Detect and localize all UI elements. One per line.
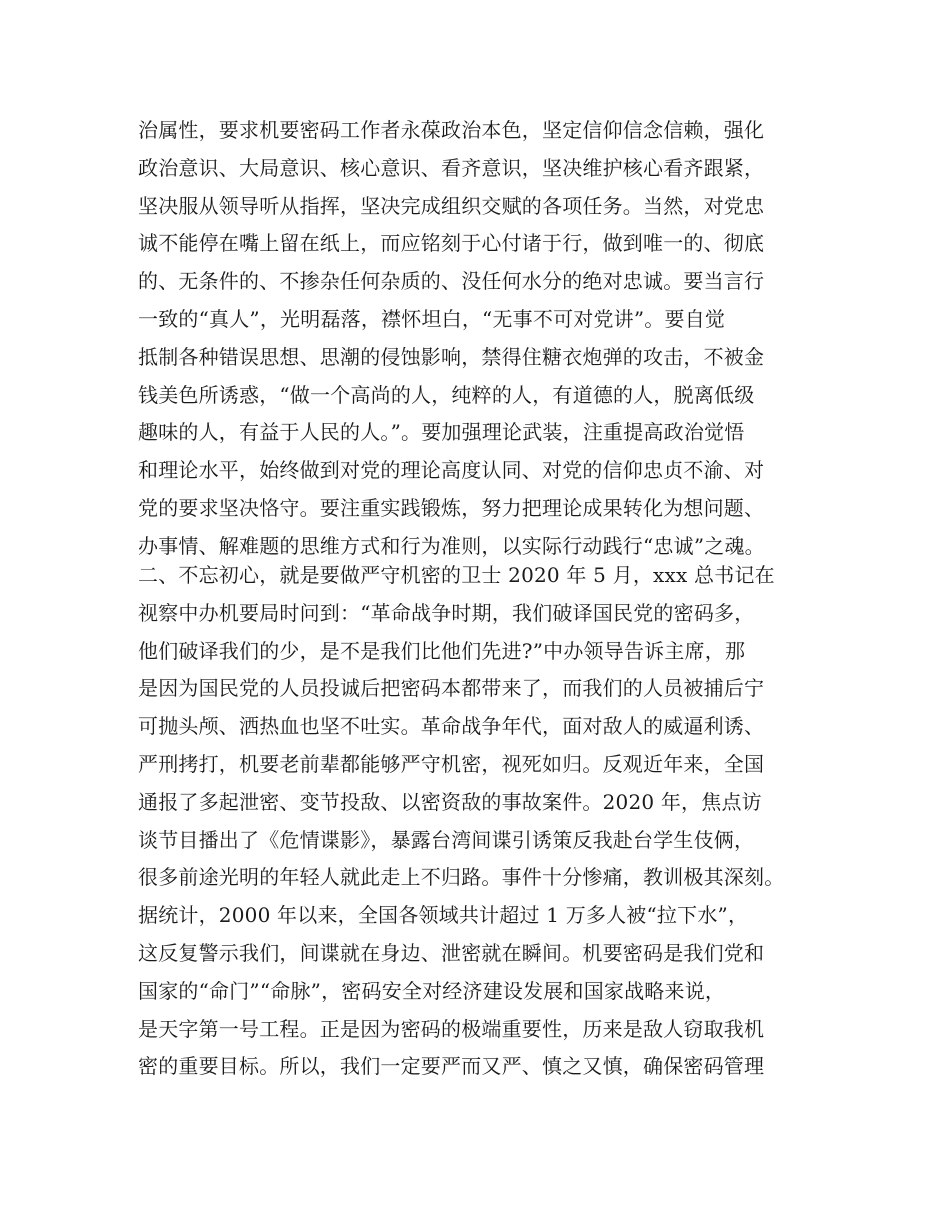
- text-line: 密的重要目标。所以，我们一定要严而又严、慎之又慎，确保密码管理: [138, 1054, 765, 1079]
- text-line: 视察中办机要局时问到：“革命战争时期，我们破译国民党的密码多，: [138, 600, 755, 625]
- paragraph-loyalty: [138, 112, 828, 566]
- text-line: 很多前途光明的年轻人就此走上不归路。事件十分惨痛，教训极其深刻。: [138, 865, 785, 890]
- text-line: 是天字第一号工程。正是因为密码的极端重要性，历来是敌人窃取我机: [138, 1016, 765, 1041]
- paragraph-secrecy: [138, 557, 828, 1086]
- text-line: 和理论水平，始终做到对党的理论高度认同、对党的信仰忠贞不渝、对: [138, 458, 765, 483]
- text-line: 据统计，2000 年以来，全国各领域共计超过 1 万多人被“拉下水”，: [138, 903, 749, 928]
- text-line: 钱美色所诱惑，“做一个高尚的人，纯粹的人，有道德的人，脱离低级: [138, 382, 755, 407]
- text-line: 诚不能停在嘴上留在纸上，而应铭刻于心付诸于行，做到唯一的、彻底: [138, 231, 765, 256]
- text-line: 趣味的人，有益于人民的人。”。要加强理论武装，注重提高政治觉悟: [138, 420, 745, 445]
- text-line: 办事情、解难题的思维方式和行为准则，以实际行动践行“忠诚”之魂。: [138, 533, 765, 558]
- text-line: 可抛头颅、洒热血也坚不吐实。革命战争年代，面对敌人的威逼利诱、: [138, 714, 765, 739]
- text-line: 国家的“命门”“命脉”，密码安全对经济建设发展和国家战略来说，: [138, 978, 726, 1003]
- text-line: 抵制各种错误思想、思潮的侵蚀影响，禁得住糖衣炮弹的攻击，不被金: [138, 344, 765, 369]
- text-line: 一致的“真人”，光明磊落，襟怀坦白，“无事不可对党讲”。要自觉: [138, 306, 726, 331]
- section-heading-line: 二、不忘初心，就是要做严守机密的卫士 2020 年 5 月，xxx 总书记在: [138, 563, 775, 587]
- text-line: 的、无条件的、不掺杂任何杂质的、没任何水分的绝对忠诚。要当言行: [138, 269, 765, 294]
- text-line: 谈节目播出了《危情谍影》，暴露台湾间谍引诱策反我赴台学生伎俩，: [138, 827, 755, 852]
- text-line: 他们破译我们的少，是不是我们比他们先进?”中办领导告诉主席，那: [138, 638, 746, 663]
- text-line: 治属性，要求机要密码工作者永葆政治本色，坚定信仰信念信赖，强化: [138, 118, 765, 142]
- text-line: 这反复警示我们，间谍就在身边、泄密就在瞬间。机要密码是我们党和: [138, 940, 765, 965]
- text-line: 政治意识、大局意识、核心意识、看齐意识，坚决维护核心看齐跟紧，: [138, 155, 765, 180]
- text-line: 党的要求坚决恪守。要注重实践锻炼，努力把理论成果转化为想问题、: [138, 495, 765, 520]
- text-line: 通报了多起泄密、变节投敌、以密资敌的事故案件。2020 年，焦点访: [138, 789, 762, 814]
- text-line: 严刑拷打，机要老前辈都能够严守机密，视死如归。反观近年来，全国: [138, 751, 765, 776]
- text-line: 坚决服从领导听从指挥，坚决完成组织交赋的各项任务。当然，对党忠: [138, 193, 765, 218]
- text-line: 是因为国民党的人员投诚后把密码本都带来了，而我们的人员被捕后宁: [138, 676, 765, 701]
